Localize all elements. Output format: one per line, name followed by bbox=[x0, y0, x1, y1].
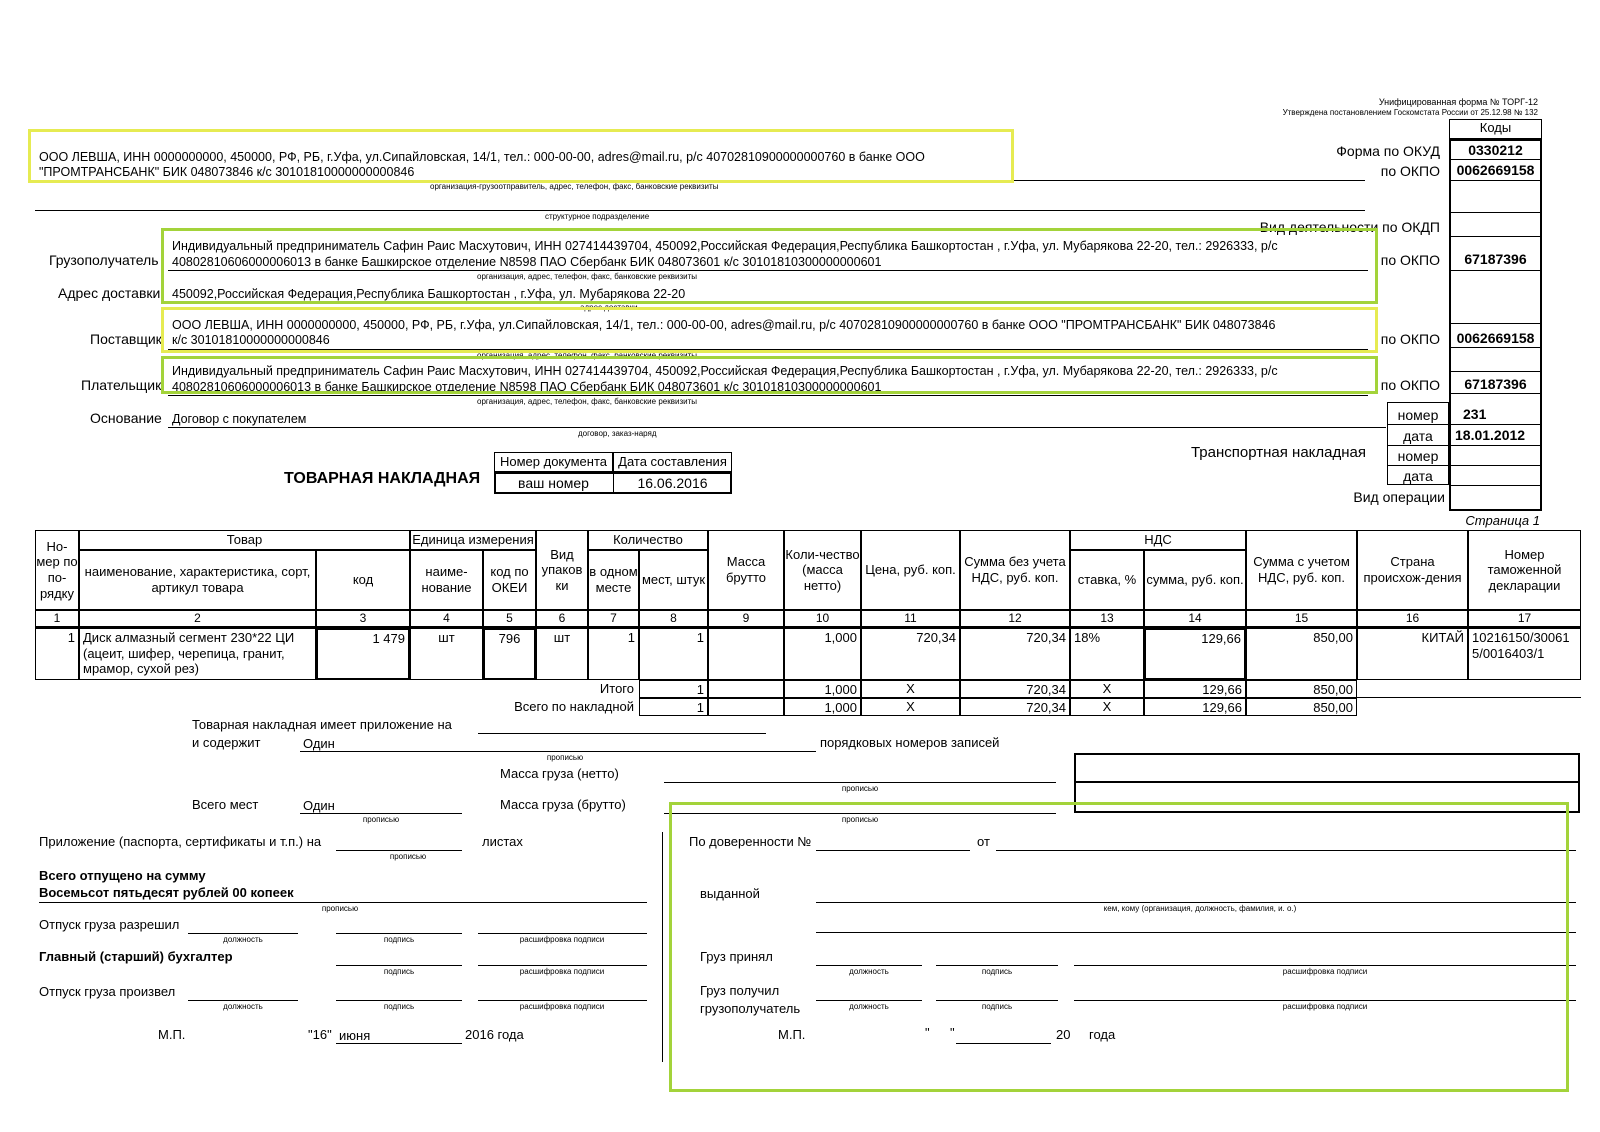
form-approval: Утверждена постановлением Госкомстата России от 25.12.98 № 132 bbox=[1282, 108, 1538, 117]
col-num: 7 bbox=[588, 610, 639, 628]
consignee-highlight bbox=[161, 228, 1378, 304]
cell-sum-no-vat: 720,34 bbox=[960, 628, 1070, 680]
consignee-caption: организация, адрес, телефон, факс, банковские реквизиты bbox=[477, 272, 697, 281]
supplier-line1: ООО ЛЕВША, ИНН 0000000000, 450000, РФ, РБ, г.Уфа, ул.Сипайловская, 14/1, тел.: 000-00-00, adres@mail.ru, р/с 40702810900000000760 в банке ООО "ПРОМТРАНСБАНК" БИК 048073846 bbox=[172, 318, 1276, 332]
col-num: 16 bbox=[1357, 610, 1468, 628]
cell-pack: шт bbox=[536, 628, 588, 680]
signature-caption: подпись bbox=[383, 1002, 415, 1011]
basis-caption: договор, заказ-наряд bbox=[578, 429, 657, 438]
position-caption: должность bbox=[223, 935, 263, 944]
cell-sum-vat: 850,00 bbox=[1246, 628, 1357, 680]
cell-name: Диск алмазный сегмент 230*22 ЦИ (ацеит, шифер, черепица, гранит, мрамор, сухой рез) bbox=[79, 628, 316, 680]
th-group-vat: НДС bbox=[1070, 530, 1246, 550]
col-num: 10 bbox=[784, 610, 861, 628]
words-caption: прописью bbox=[546, 753, 584, 762]
cell-in-one: 1 bbox=[588, 628, 639, 680]
supplier-caption: организация, адрес, телефон, факс, банковские реквизиты bbox=[477, 351, 697, 360]
signature-caption: подпись bbox=[981, 1002, 1013, 1011]
receipt-highlight bbox=[669, 802, 1569, 1092]
basis-number: 231 bbox=[1463, 406, 1487, 422]
total-sum-no-vat: 720,34 bbox=[960, 680, 1070, 698]
delivery-label: Адрес доставки bbox=[58, 285, 161, 301]
contains-value: Один bbox=[303, 736, 335, 751]
col-num: 5 bbox=[483, 610, 536, 628]
supplier-line2: к/с 30101810000000000846 bbox=[172, 333, 330, 347]
okpo-supplier: 0062669158 bbox=[1456, 330, 1535, 346]
th-sum-no-vat: Сумма без учета НДС, руб. коп. bbox=[960, 530, 1070, 610]
grand-net: 1,000 bbox=[784, 698, 861, 716]
shipper-caption: организация-грузоотправитель, адрес, телефон, факс, банковские реквизиты bbox=[430, 182, 719, 191]
cell-code: 1 479 bbox=[316, 628, 410, 680]
doc-number-header: Номер документа bbox=[499, 454, 607, 469]
operation-label: Вид операции bbox=[1353, 489, 1445, 505]
basis-number-label: номер bbox=[1397, 407, 1439, 423]
cell-net: 1,000 bbox=[784, 628, 861, 680]
th-customs: Номер таможенной декларации bbox=[1468, 530, 1581, 610]
decode-caption: расшифровка подписи bbox=[519, 1002, 605, 1011]
th-num: Но-мер по по-рядку bbox=[35, 530, 79, 610]
shipper-line2: "ПРОМТРАНСБАНК" БИК 048073846 к/с 30101810000000000846 bbox=[39, 165, 415, 179]
col-num: 13 bbox=[1070, 610, 1144, 628]
okpo-label: по ОКПО bbox=[1380, 377, 1440, 393]
col-num: 12 bbox=[960, 610, 1070, 628]
th-price: Цена, руб. коп. bbox=[861, 530, 960, 610]
basis-date-label: дата bbox=[1403, 428, 1433, 444]
words-caption: прописью bbox=[389, 852, 427, 861]
cell-country: КИТАЙ bbox=[1357, 628, 1468, 680]
decode-caption: расшифровка подписи bbox=[519, 935, 605, 944]
grand-sum-vat: 850,00 bbox=[1246, 698, 1357, 716]
delivery-address: 450092,Российская Федерация,Республика Башкортостан , г.Уфа, ул. Мубарякова 22-20 bbox=[172, 287, 686, 301]
year-prefix: 20 bbox=[1056, 1027, 1071, 1042]
released-sum-label: Всего отпущено на сумму bbox=[39, 868, 206, 883]
quote-close: " bbox=[950, 1025, 955, 1040]
payer-line1: Индивидуальный предприниматель Сафин Раис Масхутович, ИНН 027414439704, 450092,Российская Федерация,Республика Башкортостан , г.Уфа, ул. Мубарякова 22-20, тел.: 2926333, р/с bbox=[172, 364, 1278, 378]
proxy-label: По доверенности № bbox=[689, 834, 812, 849]
okpo-payer: 67187396 bbox=[1464, 376, 1527, 392]
words-caption: прописью bbox=[841, 784, 879, 793]
basis-value: Договор с покупателем bbox=[172, 412, 307, 426]
date-month: июня bbox=[339, 1028, 371, 1043]
decode-caption: расшифровка подписи bbox=[1282, 1002, 1368, 1011]
total-places: 1 bbox=[639, 680, 708, 698]
produced-label: Отпуск груза произвел bbox=[39, 984, 176, 999]
th-places: мест, штук bbox=[639, 550, 708, 610]
received-label: Груз получил bbox=[700, 983, 780, 998]
col-num: 14 bbox=[1144, 610, 1246, 628]
year-suffix: года bbox=[1089, 1027, 1116, 1042]
th-name: наименование, характеристика, сорт, артикул товара bbox=[79, 550, 316, 610]
words-caption: прописью bbox=[841, 815, 879, 824]
th-pack: Вид упаков ки bbox=[536, 530, 588, 610]
released-sum-value: Восемьсот пятьдесят рублей 00 копеек bbox=[39, 885, 294, 900]
th-group-unit: Единица измерения bbox=[410, 530, 536, 550]
total-vat-sum: 129,66 bbox=[1144, 680, 1246, 698]
grand-gross bbox=[708, 698, 784, 716]
grand-places: 1 bbox=[639, 698, 708, 716]
grand-vat-rate: X bbox=[1070, 698, 1144, 716]
payer-caption: организация, адрес, телефон, факс, банковские реквизиты bbox=[477, 397, 697, 406]
col-num: 9 bbox=[708, 610, 784, 628]
cell-gross bbox=[708, 628, 784, 680]
position-caption: должность bbox=[849, 1002, 889, 1011]
accountant-label: Главный (старший) бухгалтер bbox=[39, 949, 233, 964]
basis-label: Основание bbox=[90, 410, 162, 426]
th-in-one: в одном месте bbox=[588, 550, 639, 610]
total-sum-vat: 850,00 bbox=[1246, 680, 1357, 698]
th-vat-rate: ставка, % bbox=[1070, 550, 1144, 610]
cell-customs: 10216150/300615/0016403/1 bbox=[1468, 628, 1581, 680]
appendix-label: Товарная накладная имеет приложение на bbox=[192, 717, 452, 732]
places-label: Всего мест bbox=[192, 797, 259, 812]
payer-highlight bbox=[161, 356, 1378, 394]
col-num: 11 bbox=[861, 610, 960, 628]
total-gross bbox=[708, 680, 784, 698]
th-okei: код по ОКЕИ bbox=[483, 550, 536, 610]
th-group-item: Товар bbox=[79, 530, 410, 550]
attach-label: Приложение (паспорта, сертификаты и т.п.) на bbox=[39, 834, 322, 849]
signature-caption: подпись bbox=[981, 967, 1013, 976]
doc-date: 16.06.2016 bbox=[637, 475, 708, 491]
date-day: "16" bbox=[308, 1027, 332, 1042]
cell-okei: 796 bbox=[483, 628, 536, 680]
th-country: Страна происхож-дения bbox=[1357, 530, 1468, 610]
cell-vat-sum: 129,66 bbox=[1144, 628, 1246, 680]
date-year: 2016 года bbox=[465, 1027, 524, 1042]
cell-num: 1 bbox=[35, 628, 79, 680]
okud-label: Форма по ОКУД bbox=[1336, 143, 1440, 159]
gross-mass-label: Масса груза (брутто) bbox=[500, 797, 626, 812]
position-caption: должность bbox=[223, 1002, 263, 1011]
col-num: 3 bbox=[316, 610, 410, 628]
net-mass-label: Масса груза (нетто) bbox=[500, 766, 619, 781]
doc-date-header: Дата составления bbox=[618, 454, 727, 469]
received-consignee-label: грузополучатель bbox=[700, 1001, 801, 1016]
okud-code: 0330212 bbox=[1468, 142, 1523, 158]
subdivision-caption: структурное подразделение bbox=[545, 212, 650, 221]
doc-number: ваш номер bbox=[518, 475, 589, 491]
th-net: Коли-чество (масса нетто) bbox=[784, 530, 861, 610]
position-caption: должность bbox=[849, 967, 889, 976]
col-num: 15 bbox=[1246, 610, 1357, 628]
cell-price: 720,34 bbox=[861, 628, 960, 680]
accepted-label: Груз принял bbox=[700, 949, 773, 964]
shipper-line1: ООО ЛЕВША, ИНН 0000000000, 450000, РФ, РБ, г.Уфа, ул.Сипайловская, 14/1, тел.: 000-00-00, adres@mail.ru, р/с 40702810900000000760 в банке ООО bbox=[39, 150, 925, 164]
signature-caption: подпись bbox=[383, 935, 415, 944]
cell-places: 1 bbox=[639, 628, 708, 680]
total-vat-rate: X bbox=[1070, 680, 1144, 698]
supplier-highlight bbox=[161, 307, 1378, 353]
stamp-left: М.П. bbox=[158, 1027, 186, 1042]
total-label: Итого bbox=[599, 681, 634, 696]
th-group-qty: Количество bbox=[588, 530, 708, 550]
supplier-label: Поставщик bbox=[90, 331, 162, 347]
decode-caption: расшифровка подписи bbox=[519, 967, 605, 976]
th-code: код bbox=[316, 550, 410, 610]
payer-line2: 40802810606000006013 в банке Башкирское отделение N8598 ПАО Сбербанк БИК 048073601 к/с 30101810300000000601 bbox=[172, 380, 882, 394]
words-caption: прописью bbox=[321, 904, 359, 913]
signature-caption: подпись bbox=[383, 967, 415, 976]
basis-date: 18.01.2012 bbox=[1455, 427, 1526, 443]
col-num: 17 bbox=[1468, 610, 1581, 628]
col-num: 4 bbox=[410, 610, 483, 628]
proxy-from-label: от bbox=[977, 834, 990, 849]
allowed-label: Отпуск груза разрешил bbox=[39, 917, 180, 932]
issued-caption: кем, кому (организация, должность, фамилия, и. о.) bbox=[1103, 904, 1297, 913]
codes-column bbox=[1449, 139, 1542, 511]
contains-label: и содержит bbox=[192, 735, 261, 750]
sheets-label: листах bbox=[482, 834, 523, 849]
th-unit-name: наиме-нование bbox=[410, 550, 483, 610]
okdp-label: Вид деятельности по ОКДП bbox=[1259, 219, 1440, 235]
transport-label: Транспортная накладная bbox=[1190, 444, 1366, 461]
okpo-label: по ОКПО bbox=[1380, 331, 1440, 347]
consignee-label: Грузополучатель bbox=[49, 252, 159, 268]
page-label: Страница 1 bbox=[1465, 513, 1540, 528]
col-num: 6 bbox=[536, 610, 588, 628]
okpo-label: по ОКПО bbox=[1380, 252, 1440, 268]
total-price: X bbox=[861, 680, 960, 698]
codes-title: Коды bbox=[1479, 120, 1512, 135]
shipper-highlight bbox=[28, 129, 1014, 183]
stamp-right: М.П. bbox=[778, 1027, 806, 1042]
consignee-line2: 40802810606000006013 в банке Башкирское отделение N8598 ПАО Сбербанк БИК 048073601 к/с 30101810300000000601 bbox=[172, 255, 882, 269]
grand-price: X bbox=[861, 698, 960, 716]
okpo-shipper: 0062669158 bbox=[1456, 162, 1535, 178]
grand-total-label: Всего по накладной bbox=[514, 699, 634, 714]
th-vat-sum: сумма, руб. коп. bbox=[1144, 550, 1246, 610]
transport-date-label: дата bbox=[1403, 468, 1433, 484]
delivery-caption: адрес доставки bbox=[580, 303, 638, 312]
okpo-consignee: 67187396 bbox=[1464, 251, 1527, 267]
transport-number-label: номер bbox=[1397, 448, 1439, 464]
consignee-line1: Индивидуальный предприниматель Сафин Раис Масхутович, ИНН 027414439704, 450092,Российская Федерация,Республика Башкортостан , г.Уфа, ул. Мубарякова 22-20, тел.: 2926333, р/с bbox=[172, 239, 1278, 253]
places-value: Один bbox=[303, 798, 335, 813]
th-sum-vat: Сумма с учетом НДС, руб. коп. bbox=[1246, 530, 1357, 610]
quote-open: " bbox=[925, 1025, 930, 1040]
grand-sum-no-vat: 720,34 bbox=[960, 698, 1070, 716]
cell-vat-rate: 18% bbox=[1070, 628, 1144, 680]
words-caption: прописью bbox=[362, 815, 400, 824]
issued-label: выданной bbox=[700, 886, 760, 901]
col-num: 8 bbox=[639, 610, 708, 628]
decode-caption: расшифровка подписи bbox=[1282, 967, 1368, 976]
grand-vat-sum: 129,66 bbox=[1144, 698, 1246, 716]
col-num: 1 bbox=[35, 610, 79, 628]
records-label: порядковых номеров записей bbox=[820, 735, 1000, 750]
form-type: Унифицированная форма № ТОРГ-12 bbox=[1378, 97, 1538, 107]
cell-unit-name: шт bbox=[410, 628, 483, 680]
document-title: ТОВАРНАЯ НАКЛАДНАЯ bbox=[284, 470, 481, 487]
total-net: 1,000 bbox=[784, 680, 861, 698]
th-gross: Масса брутто bbox=[708, 530, 784, 610]
okpo-label: по ОКПО bbox=[1380, 163, 1440, 179]
payer-label: Плательщик bbox=[81, 377, 162, 393]
col-num: 2 bbox=[79, 610, 316, 628]
